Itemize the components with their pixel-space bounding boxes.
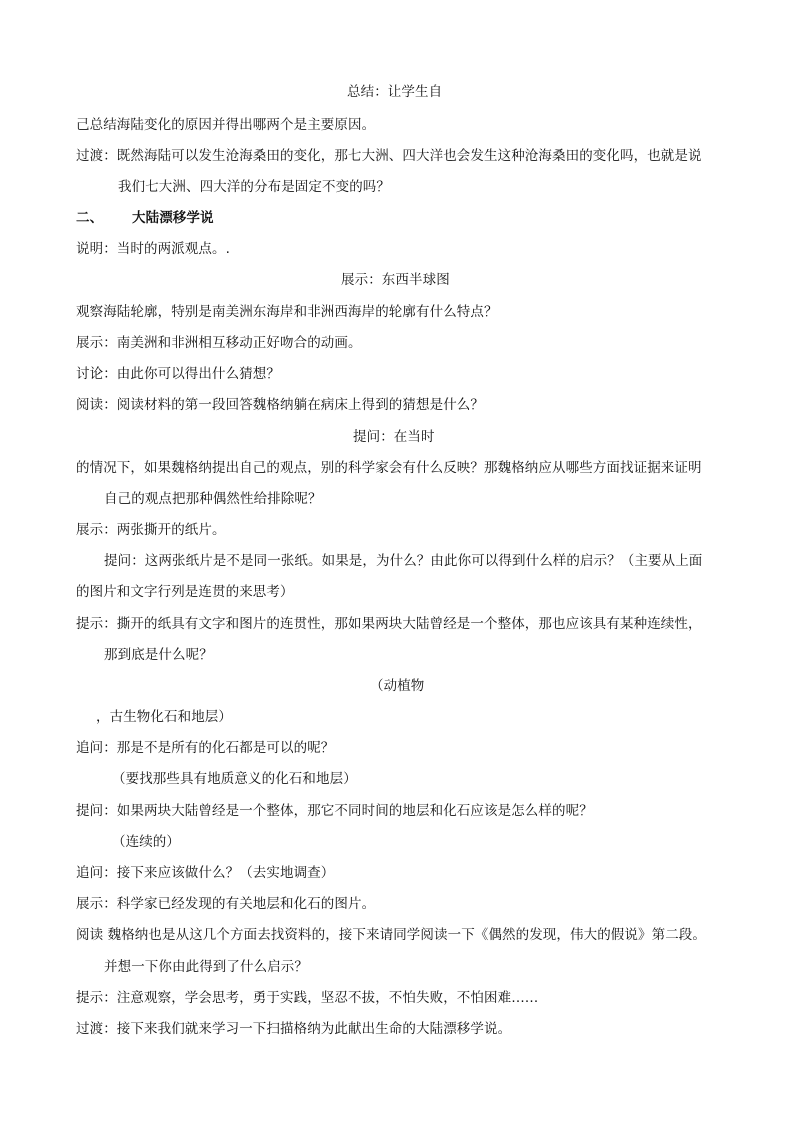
reading-line: 阅读 魏格纳也是从这几个方面去找资料的，接下来请同学阅读一下《偶然的发现，伟大的假说》第二段。 xyxy=(76,927,706,943)
follow-up-line: 追问：那是不是所有的化石都是可以的呢？ xyxy=(76,740,335,756)
section-heading xyxy=(76,209,214,227)
text-line: 那到底是什么呢？ xyxy=(104,647,213,663)
summary-line: 总结：让学生自 xyxy=(347,84,443,100)
explanation-line: 说明：当时的两派观点。. xyxy=(76,241,230,257)
question-line: 提问：在当时 xyxy=(353,429,435,445)
text-line: 并想一下你由此得到了什么启示？ xyxy=(104,959,308,975)
question-line: 提问：如果两块大陆曾经是一个整体，那它不同时间的地层和化石应该是怎么样的呢？ xyxy=(76,803,593,819)
text-line: 观察海陆轮廓，特别是南美洲东海岸和非洲西海岸的轮廓有什么特点？ xyxy=(76,304,498,320)
transition-line: 过渡：接下来我们就来学习一下扫描格纳为此献出生命的大陆漂移学说。 xyxy=(76,1021,512,1037)
text-line: 自己的观点把那种偶然性给排除呢？ xyxy=(104,491,322,507)
text-line: 的情况下，如果魏格纳提出自己的观点，别的科学家会有什么反映？那魏格纳应从哪些方面找证据来证明 xyxy=(76,460,702,476)
answer-line: （动植物 xyxy=(370,678,425,694)
section-title: 大陆漂移学说 xyxy=(132,210,214,226)
reading-line: 阅读：阅读材料的第一段回答魏格纳躺在病床上得到的猜想是什么？ xyxy=(76,397,484,413)
answer-line: （连续的） xyxy=(112,834,180,850)
answer-line: （要找那些具有地质意义的化石和地层） xyxy=(112,771,357,787)
text-line: 己总结海陆变化的原因并得出哪两个是主要原因。 xyxy=(76,117,376,133)
hint-line: 提示：撕开的纸具有文字和图片的连贯性，那如果两块大陆曾经是一个整体，那也应该具有某种连续性， xyxy=(76,616,702,632)
display-line: 展示：南美洲和非洲相互移动正好吻合的动画。 xyxy=(76,335,362,351)
transition-line: 过渡：既然海陆可以发生沧海桑田的变化，那七大洲、四大洋也会发生这种沧海桑田的变化吗，也就是说 xyxy=(76,148,702,164)
section-number: 二、 xyxy=(76,210,104,226)
question-line: 提问：这两张纸片是不是同一张纸。如果是，为什么？由此你可以得到什么样的启示？（主要从上面 xyxy=(104,553,703,569)
discussion-line: 讨论：由此你可以得出什么猜想？ xyxy=(76,366,280,382)
text-line: 的图片和文字行列是连贯的来思考） xyxy=(76,584,294,600)
follow-up-line: 追问：接下来应该做什么？（去实地调查） xyxy=(76,865,335,881)
display-line: 展示：两张撕开的纸片。 xyxy=(76,522,226,538)
text-line: 我们七大洲、四大洋的分布是固定不变的吗？ xyxy=(118,179,390,195)
display-line: 展示：东西半球图 xyxy=(341,272,450,288)
answer-line: ，古生物化石和地层） xyxy=(96,709,232,725)
hint-line: 提示：注意观察，学会思考，勇于实践，坚忍不拔，不怕失败，不怕困难…… xyxy=(76,990,539,1006)
display-line: 展示：科学家已经发现的有关地层和化石的图片。 xyxy=(76,896,376,912)
